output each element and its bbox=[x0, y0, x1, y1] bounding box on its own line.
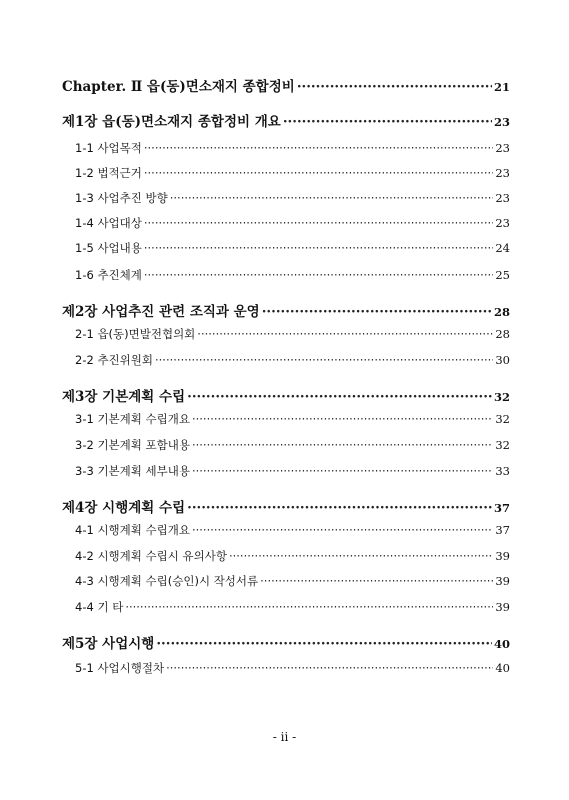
toc-entry-title: 제5장 사업시행 bbox=[62, 636, 155, 652]
toc-page-number: 23 bbox=[495, 166, 510, 180]
dot-leader bbox=[262, 304, 492, 320]
toc-entry-title: 3-1 기본계획 수립개요 bbox=[75, 412, 190, 426]
dot-leader bbox=[144, 166, 493, 180]
dot-leader bbox=[144, 216, 493, 230]
toc-chapter-entry[interactable] bbox=[62, 496, 510, 516]
page-number: - ii - bbox=[272, 730, 297, 744]
toc-chapter-entry[interactable] bbox=[62, 75, 510, 95]
dot-leader bbox=[197, 327, 493, 341]
toc-section-entry[interactable] bbox=[62, 165, 510, 181]
toc-section-entry[interactable] bbox=[62, 240, 510, 256]
dot-leader bbox=[283, 114, 492, 130]
toc-page-number: 39 bbox=[495, 574, 510, 588]
toc-page-number: 40 bbox=[493, 637, 510, 651]
toc-chapter-entry[interactable] bbox=[62, 632, 510, 652]
toc-page-number: 25 bbox=[495, 268, 510, 282]
toc-section-entry[interactable] bbox=[62, 267, 510, 283]
toc-page-number: 23 bbox=[493, 115, 510, 129]
toc-entry-title: 제1장 읍(동)면소재지 종합정비 개요 bbox=[62, 114, 281, 130]
toc-section-entry[interactable] bbox=[62, 352, 510, 368]
toc-entry-title: 제4장 시행계획 수립 bbox=[62, 500, 186, 516]
toc-chapter-entry[interactable] bbox=[62, 385, 510, 405]
toc-entry-title: 4-1 시행계획 수립개요 bbox=[75, 523, 190, 537]
toc-section-entry[interactable] bbox=[62, 522, 510, 538]
toc-page-number: 23 bbox=[495, 191, 510, 205]
toc-section-entry[interactable] bbox=[62, 326, 510, 342]
toc-page-number: 33 bbox=[495, 464, 510, 478]
toc-section-entry[interactable] bbox=[62, 411, 510, 427]
toc-entry-title: 1-2 법적근거 bbox=[75, 166, 142, 180]
toc-entry-title: 제3장 기본계획 수립 bbox=[62, 389, 186, 405]
toc-page-number: 28 bbox=[495, 327, 510, 341]
toc-section-entry[interactable] bbox=[62, 463, 510, 479]
toc-section-entry[interactable] bbox=[62, 437, 510, 453]
toc-page-number: 28 bbox=[493, 305, 510, 319]
toc-section-entry[interactable] bbox=[62, 599, 510, 615]
toc-page-number: 24 bbox=[495, 241, 510, 255]
toc-entry-title: Chapter. Ⅱ 읍(동)면소재지 종합정비 bbox=[62, 79, 295, 95]
dot-leader bbox=[170, 191, 494, 205]
dot-leader bbox=[144, 268, 493, 282]
toc-page-number: 37 bbox=[495, 523, 510, 537]
dot-leader bbox=[229, 549, 493, 563]
toc-page-number: 40 bbox=[495, 661, 510, 675]
toc-section-entry[interactable] bbox=[62, 660, 510, 676]
dot-leader bbox=[144, 141, 493, 155]
toc-page-number: 32 bbox=[493, 390, 510, 404]
dot-leader bbox=[192, 523, 493, 537]
toc-chapter-entry[interactable] bbox=[62, 300, 510, 320]
toc-page-number: 37 bbox=[493, 501, 510, 515]
toc-page-number: 30 bbox=[495, 353, 510, 367]
toc-entry-title: 1-1 사업목적 bbox=[75, 141, 142, 155]
toc-page-number: 39 bbox=[495, 549, 510, 563]
dot-leader bbox=[297, 79, 492, 95]
dot-leader bbox=[260, 574, 493, 588]
toc-chapter-entry[interactable] bbox=[62, 110, 510, 130]
toc-entry-title: 1-3 사업추진 방향 bbox=[75, 191, 168, 205]
toc-entry-title: 3-3 기본계획 세부내용 bbox=[75, 464, 190, 478]
dot-leader bbox=[187, 500, 492, 516]
toc-entry-title: 5-1 사업시행절차 bbox=[75, 661, 165, 675]
toc-entry-title: 4-4 기 타 bbox=[75, 600, 124, 614]
toc-entry-title: 제2장 사업추진 관련 조직과 운영 bbox=[62, 304, 260, 320]
toc-page-number: 39 bbox=[495, 600, 510, 614]
toc-section-entry[interactable] bbox=[62, 548, 510, 564]
dot-leader bbox=[144, 241, 493, 255]
toc-page-number: 23 bbox=[495, 216, 510, 230]
dot-leader bbox=[125, 600, 493, 614]
toc-page-number: 21 bbox=[493, 80, 510, 94]
toc-page-number: 23 bbox=[495, 141, 510, 155]
toc-entry-title: 2-1 읍(동)면발전협의회 bbox=[75, 327, 196, 341]
toc-entry-title: 4-2 시행계획 수립시 유의사항 bbox=[75, 549, 227, 563]
toc-page-number: 32 bbox=[495, 412, 510, 426]
toc-section-entry[interactable] bbox=[62, 215, 510, 231]
toc-section-entry[interactable] bbox=[62, 190, 510, 206]
toc-page-number: 32 bbox=[495, 438, 510, 452]
toc-entry-title: 2-2 추진위원회 bbox=[75, 353, 153, 367]
toc-section-entry[interactable] bbox=[62, 140, 510, 156]
dot-leader bbox=[156, 636, 492, 652]
dot-leader bbox=[192, 438, 493, 452]
dot-leader bbox=[155, 353, 493, 367]
toc-entry-title: 1-4 사업대상 bbox=[75, 216, 142, 230]
toc-entry-title: 1-5 사업내용 bbox=[75, 241, 142, 255]
toc-section-entry[interactable] bbox=[62, 573, 510, 589]
dot-leader bbox=[166, 661, 493, 675]
toc-entry-title: 3-2 기본계획 포함내용 bbox=[75, 438, 190, 452]
toc-entry-title: 1-6 추진체계 bbox=[75, 268, 142, 282]
toc-entry-title: 4-3 시행계획 수립(승인)시 작성서류 bbox=[75, 574, 259, 588]
dot-leader bbox=[187, 389, 492, 405]
dot-leader bbox=[192, 464, 493, 478]
dot-leader bbox=[192, 412, 493, 426]
